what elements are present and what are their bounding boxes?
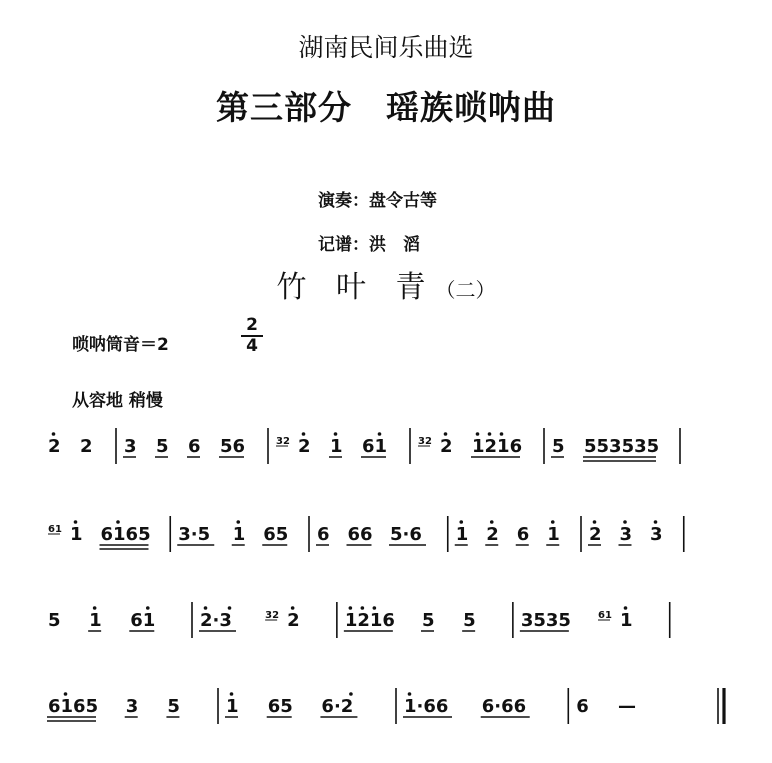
octave-dot xyxy=(488,432,492,436)
octave-dot xyxy=(116,520,120,524)
note-group: 1 xyxy=(330,436,343,457)
note-group: 2 xyxy=(298,436,311,457)
note-group: 5 xyxy=(48,610,61,631)
note-group: 2 xyxy=(80,436,93,457)
note-group: 6·2 xyxy=(321,696,354,717)
transcriber-credit: 记谱：洪 滔 xyxy=(318,235,420,255)
octave-dot xyxy=(74,520,78,524)
note-group: 1 xyxy=(89,610,102,631)
grace-note: 32 xyxy=(265,610,280,621)
note-group: 1 xyxy=(547,524,560,545)
note-group: 1·66 xyxy=(404,696,449,717)
octave-dot xyxy=(623,520,627,524)
note-group: 6 xyxy=(576,696,589,717)
octave-dot xyxy=(490,520,494,524)
note-group: 6165 xyxy=(48,696,99,717)
grace-note: 32 xyxy=(276,436,290,447)
note-group: 6165 xyxy=(100,524,151,545)
octave-dot xyxy=(93,606,97,610)
octave-dot xyxy=(146,606,150,610)
note-group: 2 xyxy=(440,436,453,457)
octave-dot xyxy=(52,432,56,436)
note-group: 1 xyxy=(226,696,239,717)
note-group: 3 xyxy=(650,524,663,545)
octave-dot xyxy=(593,520,597,524)
series-title: 湖南民间乐曲选 xyxy=(298,33,474,62)
note-group: 3 xyxy=(125,696,139,717)
octave-dot xyxy=(302,432,306,436)
octave-dot xyxy=(361,606,365,610)
note-group: 2 xyxy=(287,610,300,631)
note-group: 2·3 xyxy=(200,610,232,631)
octave-dot xyxy=(551,520,555,524)
octave-dot xyxy=(334,432,338,436)
octave-dot xyxy=(654,520,658,524)
note-group: 1 xyxy=(70,524,83,545)
time-denominator: 4 xyxy=(246,336,258,356)
note-group: 6 xyxy=(188,436,201,457)
octave-dot xyxy=(408,692,412,696)
note-group: 3 xyxy=(124,436,137,457)
key-signature: 唢呐筒音＝2 xyxy=(72,335,169,355)
note-group: 5·6 xyxy=(390,524,422,545)
tune-title-main: 竹 叶 青 xyxy=(276,270,436,305)
part-title: 第三部分 瑶族唢呐曲 xyxy=(216,88,556,127)
note-group: 5 xyxy=(156,436,169,457)
note-group: 1216 xyxy=(344,610,395,631)
octave-dot xyxy=(373,606,377,610)
note-group: 5 xyxy=(552,436,565,457)
note-group: 3535 xyxy=(520,610,571,631)
note-group: 65 xyxy=(263,524,289,545)
note-group: 2 xyxy=(589,524,602,545)
grace-note: 61 xyxy=(48,524,62,535)
note-group: 2 xyxy=(48,436,61,457)
octave-dot xyxy=(444,432,448,436)
note-group: 1216 xyxy=(472,436,523,457)
octave-dot xyxy=(230,692,234,696)
octave-dot xyxy=(349,606,353,610)
note-group: 56 xyxy=(220,436,246,457)
note-group: 66 xyxy=(347,524,373,545)
note-group: 6·66 xyxy=(481,696,527,717)
note-group: 6 xyxy=(516,524,530,545)
grace-note: 32 xyxy=(418,436,432,447)
octave-dot xyxy=(236,520,240,524)
octave-dot xyxy=(228,606,232,610)
note-group: 1 xyxy=(232,524,246,545)
note-group: 553535 xyxy=(584,436,660,457)
note-group: — xyxy=(618,696,636,717)
octave-dot xyxy=(476,432,480,436)
note-group: 6 xyxy=(317,524,330,545)
tune-title-sub: （二） xyxy=(435,278,496,302)
note-group: 5 xyxy=(463,610,476,631)
performer-credit: 演奏：盘令古等 xyxy=(318,191,437,211)
note-group: 65 xyxy=(267,696,293,717)
tempo-marking: 从容地 稍慢 xyxy=(72,391,163,411)
note-group: 1 xyxy=(620,610,633,631)
octave-dot xyxy=(64,692,68,696)
octave-dot xyxy=(349,692,353,696)
grace-note: 61 xyxy=(598,610,612,621)
time-numerator: 2 xyxy=(241,317,263,337)
octave-dot xyxy=(459,520,463,524)
note-group: 2 xyxy=(486,524,499,545)
octave-dot xyxy=(624,606,628,610)
note-group: 61 xyxy=(362,436,388,457)
note-group: 61 xyxy=(130,610,156,631)
octave-dot xyxy=(291,606,295,610)
octave-dot xyxy=(500,432,504,436)
note-group: 5 xyxy=(422,610,435,631)
note-group: 5 xyxy=(167,696,180,717)
note-group: 1 xyxy=(455,524,469,545)
octave-dot xyxy=(378,432,382,436)
note-group: 3·5 xyxy=(178,524,211,545)
octave-dot xyxy=(204,606,208,610)
note-group: 3 xyxy=(619,524,633,545)
